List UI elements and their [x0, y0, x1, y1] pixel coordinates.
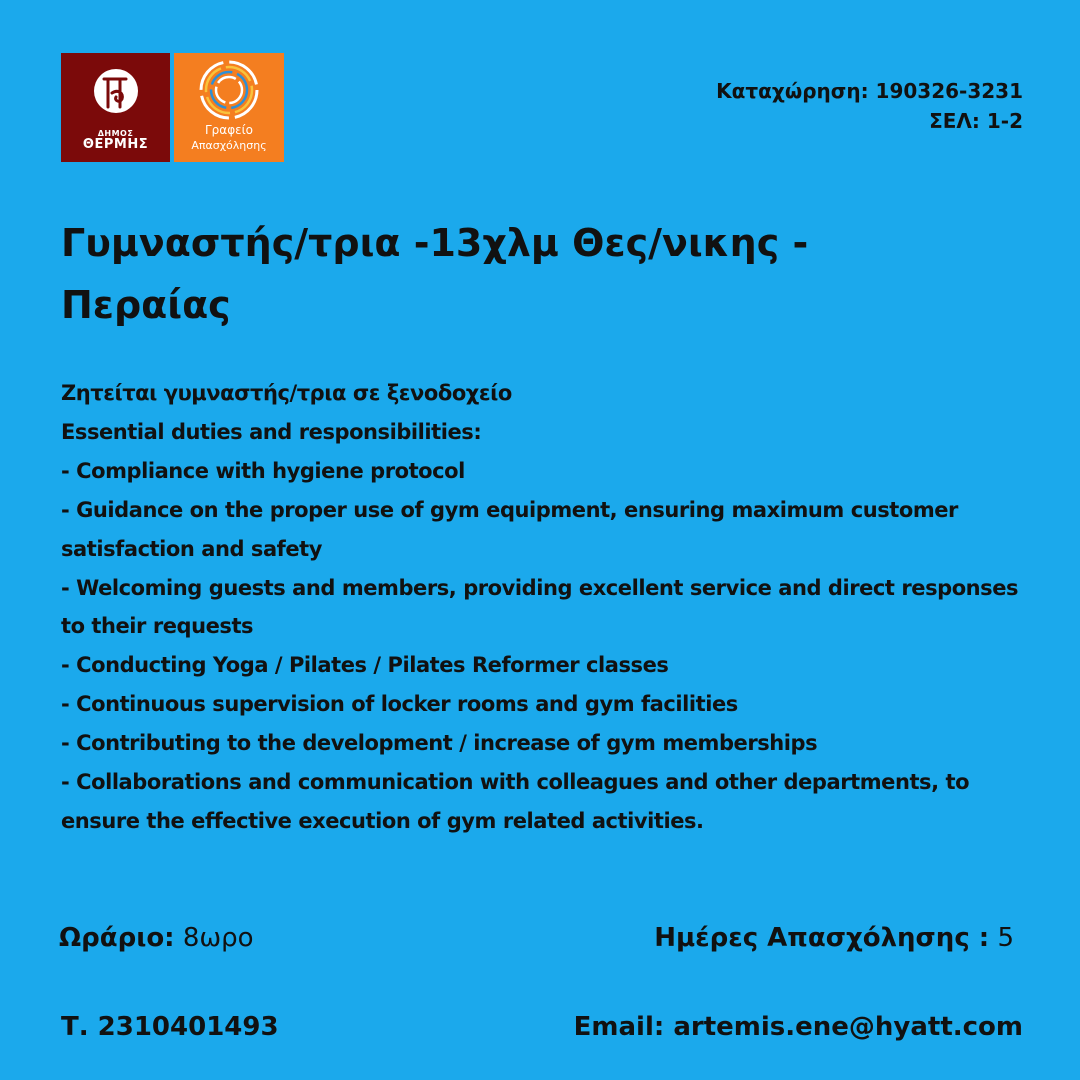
page-numbers: ΣΕΛ: 1-2 [929, 109, 1023, 133]
working-days [654, 918, 1014, 958]
dimos-logo-line2: ΘΕΡΜΗΣ [82, 137, 149, 152]
duty-item: - Compliance with hygiene protocol [61, 458, 465, 483]
dimos-thermis-logo [61, 53, 170, 162]
contact-email: Email: artemis.ene@hyatt.com [573, 1012, 1023, 1042]
duty-item: - Welcoming guests and members, providing excellent service and direct responses to their requests [61, 575, 1019, 639]
hours-label: Ωράριο: [59, 923, 175, 953]
grafeio-logo-line1: Γραφείο [204, 123, 254, 137]
concentric-circles-icon [198, 59, 260, 121]
phone-number: Τ. 2310401493 [61, 1012, 279, 1042]
job-title: Γυμναστής/τρια -13χλμ Θες/νικης - Περαίας [61, 221, 809, 327]
duties-heading: Essential duties and responsibilities: [61, 419, 482, 444]
duty-item: - Conducting Yoga / Pilates / Pilates Reformer classes [61, 653, 669, 678]
duty-item: - Collaborations and communication with colleagues and other departments, to ensure the effective execution of gym related activities. [61, 770, 970, 833]
reference-block [716, 76, 1023, 136]
working-hours [59, 918, 254, 958]
days-label: Ημέρες Απασχόλησης : [654, 923, 990, 953]
duty-item: - Guidance on the proper use of gym equipment, ensuring maximum customer satisfaction and safety [61, 497, 958, 561]
job-description [61, 374, 1031, 841]
grafeio-logo-line2: Απασχόλησης [191, 139, 267, 152]
days-value: 5 [997, 923, 1014, 953]
dimos-logo-line1: ΔΗΜΟΣ [97, 129, 134, 138]
grafeio-apasxolisis-logo [174, 53, 284, 162]
registration-number: Καταχώρηση: 190326-3231 [716, 79, 1023, 103]
description-intro: Ζητείται γυμναστής/τρια σε ξενοδοχείο [61, 381, 512, 405]
dimos-emblem-icon [92, 67, 140, 127]
hours-value: 8ωρο [182, 923, 254, 953]
duty-item: - Continuous supervision of locker rooms and gym facilities [61, 692, 738, 717]
duty-item: - Contributing to the development / increase of gym memberships [61, 731, 818, 756]
